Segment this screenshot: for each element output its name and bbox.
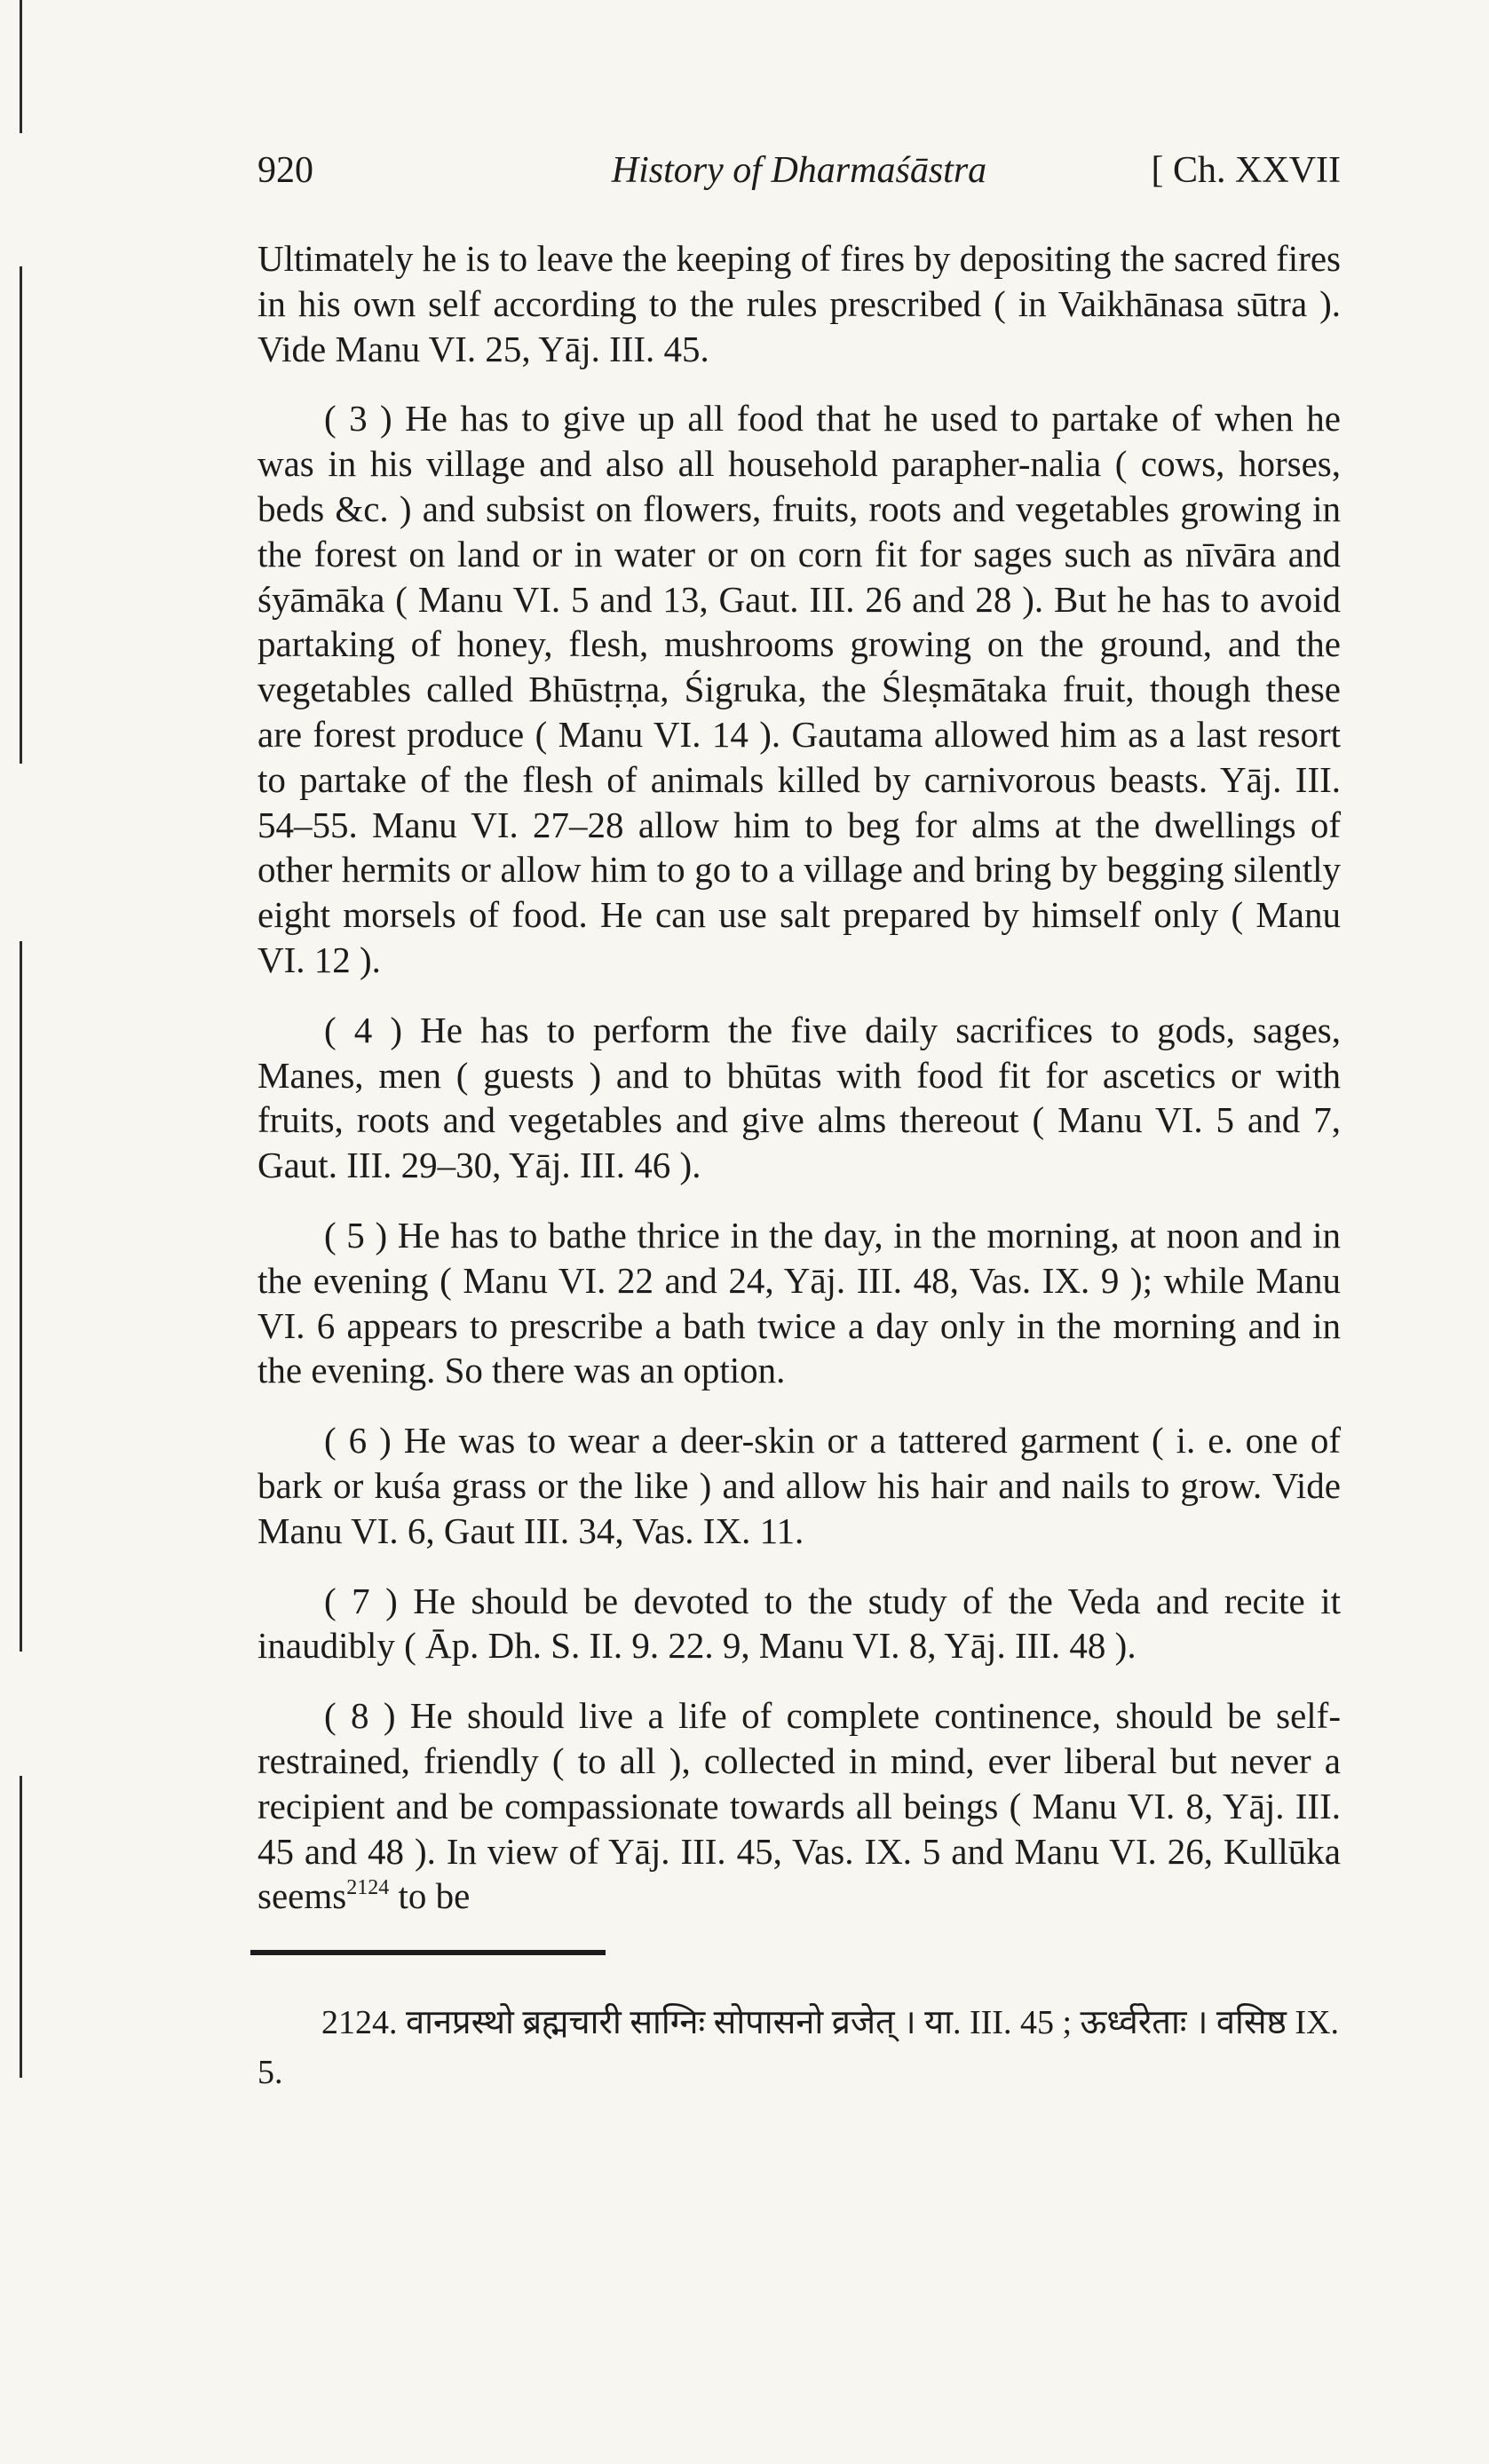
paragraph-8-text: ( 8 ) He should live a life of complete continence, should be self-restrained, friendly ( to all ), collected in mind, ever liberal but never a recipient and be compassionate towards all beings ( Manu VI. 8, Yāj. III. 45 and 48 ). In view of Yāj. III. 45, Vas. IX. 5 and Manu VI. 26, Kullūka seems	[257, 1695, 1341, 1917]
paragraph-3: ( 3 ) He has to give up all food that he used to partake of when he was in his village and also all household parapher-nalia ( cows, horses, beds &c. ) and subsist on flowers, fruits, roots and vegetables growing in the forest on land or in water or on corn fit for sages such as nīvāra and śyāmāka ( Manu VI. 5 and 13, Gaut. III. 26 and 28 ). But he has to avoid partaking of honey, flesh, mushrooms growing on the ground, and the vegetables called Bhūstṛṇa, Śigruka, the Śleṣmātaka fruit, though these are forest produce ( Manu VI. 14 ). Gautama allowed him as a last resort to partake of the flesh of animals killed by carnivorous beasts. Yāj. III. 54–55. Manu VI. 27–28 allow him to beg for alms at the dwellings of other hermits or allow him to go to a village and bring by begging silently eight morsels of food. He can use salt prepared by himself only ( Manu VI. 12 ).	[257, 398, 1341, 980]
paragraph-8	[257, 1693, 1341, 1919]
footnote-number: 2124.	[321, 2004, 398, 2041]
page-edge-shadow	[20, 0, 22, 133]
paragraph-8-text-after: to be	[389, 1875, 471, 1917]
chapter-label: [ Ch. XXVII	[1151, 150, 1341, 191]
page-number: 920	[257, 150, 313, 191]
page-edge-shadow	[20, 266, 22, 764]
page-edge-shadow	[20, 941, 22, 1652]
running-title: History of Dharmaśāstra	[611, 150, 987, 191]
footnote-text: वानप्रस्थो ब्रह्मचारी साग्निः सोपासनो व्रजेत् । या. III. 45 ; ऊर्ध्वरेताः । वसिष्ठ IX. 5.	[257, 2004, 1340, 2091]
footnote	[257, 1998, 1341, 2097]
paragraph-6: ( 6 ) He was to wear a deer-skin or a tattered garment ( i. e. one of bark or kuśa grass or the like ) and allow his hair and nails to grow. Vide Manu VI. 6, Gaut III. 34, Vas. IX. 11.	[257, 1420, 1341, 1551]
paragraph-5: ( 5 ) He has to bathe thrice in the day, in the morning, at noon and in the evening ( Manu VI. 22 and 24, Yāj. III. 48, Vas. IX. 9 ); while Manu VI. 6 appears to prescribe a bath twice a day only in the morning and in the evening. So there was an option.	[257, 1214, 1341, 1391]
paragraph-4: ( 4 ) He has to perform the five daily sacrifices to gods, sages, Manes, men ( guests ) and to bhūtas with food fit for ascetics or with fruits, roots and vegetables and give alms thereout ( Manu VI. 5 and 7, Gaut. III. 29–30, Yāj. III. 46 ).	[257, 1009, 1341, 1186]
paragraph-continuation: Ultimately he is to leave the keeping of fires by depositing the sacred fires in his own self according to the rules prescribed ( in Vaikhānasa sūtra ). Vide Manu VI. 25, Yāj. III. 45.	[257, 238, 1341, 369]
footnote-rule	[250, 1950, 606, 1955]
page-edge-shadow	[20, 1776, 22, 2078]
paragraph-7: ( 7 ) He should be devoted to the study of the Veda and recite it inaudibly ( Āp. Dh. S. II. 9. 22. 9, Manu VI. 8, Yāj. III. 48 ).	[257, 1580, 1341, 1667]
main-text	[257, 236, 1341, 1919]
running-header	[257, 149, 1341, 202]
footnote-ref[interactable]: 2124	[346, 1876, 390, 1900]
